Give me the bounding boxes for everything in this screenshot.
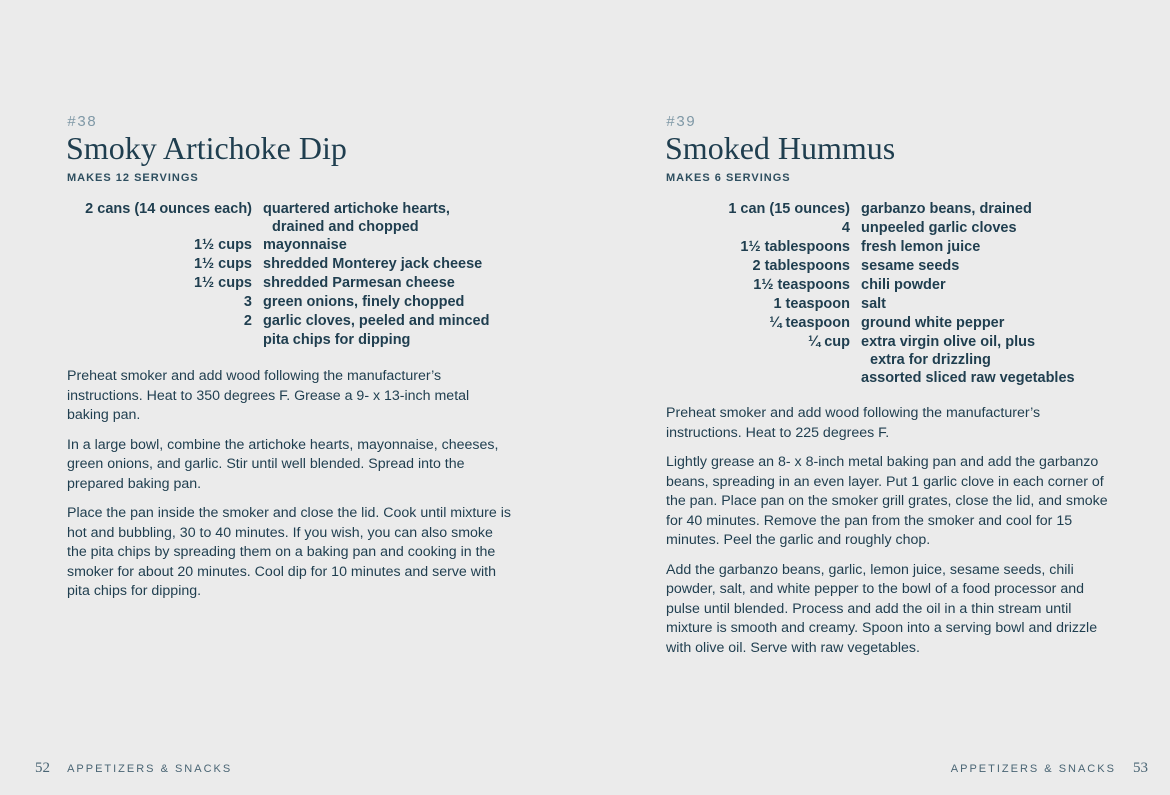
ingredient-text: assorted sliced raw vegetables xyxy=(861,370,1075,386)
section-name: APPETIZERS & SNACKS xyxy=(67,763,233,775)
page-number: 52 xyxy=(35,760,50,776)
ingredient-row xyxy=(666,295,1146,314)
ingredient-amount: ¼ teaspoon xyxy=(769,315,850,331)
ingredient-row xyxy=(666,200,1146,219)
ingredient-row xyxy=(666,369,1146,388)
ingredient-text: shredded Monterey jack cheese xyxy=(263,256,483,272)
ingredient-list xyxy=(666,200,1146,388)
ingredient-text: salt xyxy=(861,296,886,312)
recipe-title: Smoked Hummus xyxy=(665,130,896,166)
page-footer xyxy=(35,760,232,777)
ingredient-row xyxy=(666,333,1146,369)
section-name: APPETIZERS & SNACKS xyxy=(950,763,1116,775)
ingredient-text: fresh lemon juice xyxy=(861,239,981,255)
ingredient-text: garbanzo beans, drained xyxy=(861,201,1032,217)
ingredient-text-continued: drained and chopped xyxy=(272,219,419,235)
ingredient-row xyxy=(666,276,1146,295)
ingredient-amount: 2 xyxy=(243,313,252,329)
ingredient-row xyxy=(666,314,1146,333)
ingredient-text: garlic cloves, peeled and minced xyxy=(263,313,490,329)
instruction-step: In a large bowl, combine the artichoke hearts, mayonnaise, cheeses, green onions, and garlic. Stir until well blended. Spread into the prepared baking pan. xyxy=(67,436,499,492)
ingredient-row xyxy=(67,236,547,255)
ingredient-row xyxy=(67,274,547,293)
ingredient-text: quartered artichoke hearts, xyxy=(263,201,450,217)
ingredient-text: ground white pepper xyxy=(861,315,1005,331)
ingredient-text: pita chips for dipping xyxy=(263,332,411,348)
ingredient-amount: 1 teaspoon xyxy=(773,296,850,312)
ingredient-amount: 1½ cups xyxy=(193,275,252,291)
ingredient-row xyxy=(67,200,547,236)
ingredient-amount: ¼ cup xyxy=(808,334,850,350)
ingredient-amount xyxy=(67,331,263,350)
ingredient-row xyxy=(67,255,547,274)
ingredient-item xyxy=(263,200,547,236)
instruction-step: Add the garbanzo beans, garlic, lemon juice, sesame seeds, chili powder, salt, and white pepper to the bowl of a food processor and pulse until blended. Process and add the oil in a thin stream until mixture is smooth and creamy. Spoon into a serving bowl and drizzle with olive oil. Serve with raw vegetables. xyxy=(666,561,1098,656)
ingredient-list xyxy=(67,200,547,350)
instruction-step: Preheat smoker and add wood following the manufacturer’s instructions. Heat to 350 degrees F. Grease a 9- x 13-inch metal baking pan. xyxy=(67,368,470,423)
ingredient-text: extra virgin olive oil, plus xyxy=(861,334,1036,350)
page-footer xyxy=(951,760,1148,777)
instructions xyxy=(67,367,512,612)
ingredient-amount xyxy=(666,369,861,388)
ingredient-amount: 1½ cups xyxy=(193,256,252,272)
instruction-step: Place the pan inside the smoker and close the lid. Cook until mixture is hot and bubbling, 30 to 40 minutes. If you wish, you can also smoke the pita chips by spreading them on a baking pan and cooking in the smoker for about 20 minutes. Cool dip for 10 minutes and serve with pita chips for dipping. xyxy=(67,505,511,599)
ingredient-text: chili powder xyxy=(861,277,946,293)
instruction-step: Lightly grease an 8- x 8-inch metal baking pan and add the garbanzo beans, spreading in an even layer. Put 1 garlic clove in each corner of the pan. Place pan on the smoker grill grates, close the lid, and smoke for 40 minutes. Remove the pan from the smoker and cool for 15 minutes. Peel the garlic and roughly chop. xyxy=(666,454,1108,548)
ingredient-amount: 2 tablespoons xyxy=(752,258,850,274)
ingredient-row xyxy=(67,312,547,331)
instructions xyxy=(666,404,1111,668)
ingredient-row xyxy=(67,331,547,350)
page-number: 53 xyxy=(1133,760,1148,776)
servings-label: MAKES 6 SERVINGS xyxy=(666,172,791,184)
ingredient-amount: 1½ teaspoons xyxy=(753,277,850,293)
ingredient-amount: 1 can (15 ounces) xyxy=(728,201,850,217)
ingredient-row xyxy=(666,238,1146,257)
ingredient-amount: 2 cans (14 ounces each) xyxy=(85,201,252,217)
instruction-step: Preheat smoker and add wood following the manufacturer’s instructions. Heat to 225 degrees F. xyxy=(666,405,1041,441)
ingredient-text: sesame seeds xyxy=(861,258,960,274)
ingredient-text: mayonnaise xyxy=(263,237,347,253)
ingredient-amount: 3 xyxy=(243,294,252,310)
ingredient-text: green onions, finely chopped xyxy=(263,294,465,310)
ingredient-text: shredded Parmesan cheese xyxy=(263,275,455,291)
ingredient-amount: 1½ cups xyxy=(193,237,252,253)
ingredient-text-continued: extra for drizzling xyxy=(870,352,991,368)
recipe-number: #39 xyxy=(666,114,697,131)
recipe-title: Smoky Artichoke Dip xyxy=(66,130,347,166)
ingredient-row xyxy=(67,293,547,312)
ingredient-amount: 4 xyxy=(841,220,850,236)
ingredient-amount: 1½ tablespoons xyxy=(740,239,850,255)
right-page xyxy=(585,0,1170,795)
ingredient-row xyxy=(666,257,1146,276)
ingredient-text: unpeeled garlic cloves xyxy=(861,220,1017,236)
recipe-number: #38 xyxy=(67,114,98,131)
ingredient-row xyxy=(666,219,1146,238)
ingredient-item xyxy=(861,333,1146,369)
servings-label: MAKES 12 SERVINGS xyxy=(67,172,199,184)
